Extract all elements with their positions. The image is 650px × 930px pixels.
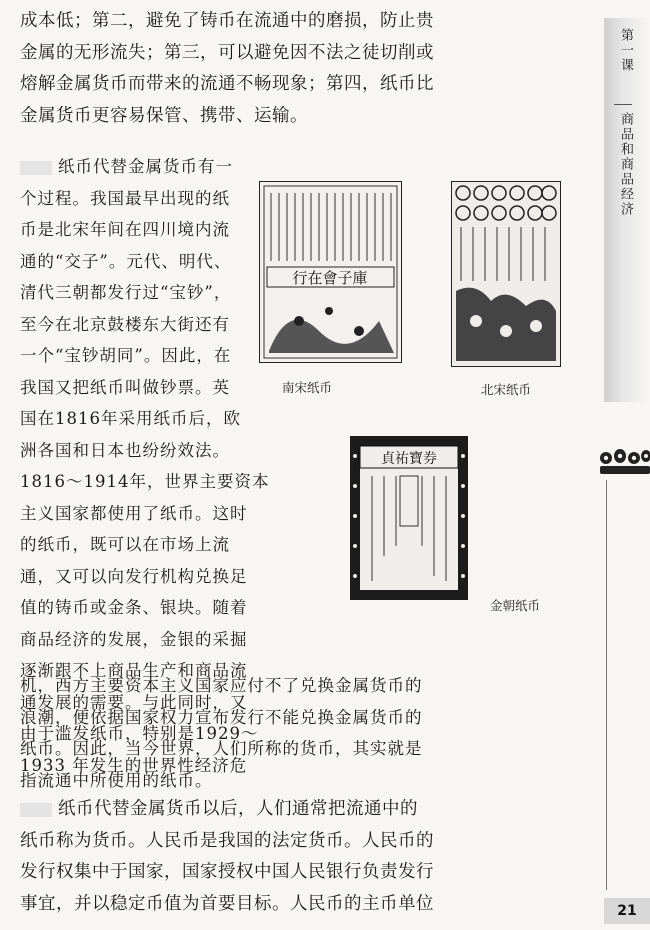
chapter-label: [616, 28, 635, 73]
text-line: 成本低；第二，避免了铸币在流通中的磨损，防止贵: [20, 11, 434, 31]
reading-icon: [598, 446, 650, 476]
text-line: 通，又可以向发行机构兑换足: [20, 566, 248, 586]
text-line: 洲各国和日本也纷纷效法。: [20, 440, 230, 460]
text-line: 我国又把纸币叫做钞票。英: [20, 377, 230, 397]
nansong-banknote-label: 行在會子庫: [292, 269, 368, 287]
paragraph-1: [20, 6, 434, 132]
text-line: 商品经济的发展，金银的采掘: [20, 629, 248, 649]
paragraph-2-continued: [20, 670, 423, 796]
margin-rule: [606, 480, 607, 890]
paragraph-3: [20, 794, 434, 920]
text-line: 金属的无形流失；第三，可以避免因不法之徒切削或: [20, 42, 434, 63]
nansong-caption: 南宋纸币: [282, 380, 333, 395]
beisong-caption: 北宋纸币: [481, 382, 532, 397]
text-line: 纸币。因此，当今世界，人们所称的货币，其实就是: [20, 739, 423, 758]
text-line: 主义国家都使用了纸币。这时: [20, 503, 248, 523]
text-span: 纸币代替金属货币以后，人们通常把流通中的: [58, 799, 418, 819]
text-line: 1933 年发生的世界性经济危: [20, 755, 248, 775]
jin-banknote-image: [350, 436, 468, 600]
chapter-title: 商品和商品经济: [618, 112, 633, 217]
jin-caption: 金朝纸币: [490, 598, 541, 613]
text-line: 个过程。我国最早出现的纸: [20, 188, 230, 208]
paragraph-marker: [20, 803, 52, 817]
nansong-banknote-image: [259, 181, 402, 363]
text-line: 熔解金属货币而带来的流通不畅现象；第四，纸币比: [20, 74, 434, 94]
text-line: 事宜，并以稳定币值为首要目标。人民币的主币单位: [20, 893, 434, 914]
text-line: 机，西方主要资本主义国家应付不了兑换金属货币的: [20, 676, 423, 695]
text-line: 通的“交子”。元代、明代、: [20, 251, 232, 271]
page-number: 21: [604, 898, 650, 924]
text-line: 浪潮，便依据国家权力宣布发行不能兑换金属货币的: [20, 707, 423, 727]
text-line: 由于滥发纸币，特别是1929～: [20, 724, 259, 743]
text-line: 币是北宋年间在四川境内流: [20, 220, 230, 239]
text-line: 发行权集中于国家，国家授权中国人民银行负责发行: [20, 862, 434, 882]
beisong-banknote-image: [451, 181, 561, 367]
text-line: 纸币称为货币。人民币是我国的法定货币。人民币的: [20, 830, 434, 851]
text-line: 的纸币，既可以在市场上流: [20, 535, 230, 554]
text-span: 纸币代替金属货币有一: [58, 157, 233, 176]
paragraph-marker: [20, 161, 52, 175]
text-line: 1816～1914年，世界主要资本: [20, 472, 270, 491]
text-line-first: [20, 794, 434, 826]
text-line: 至今在北京鼓楼东大街还有: [20, 314, 230, 334]
text-line: 金属货币更容易保管、携带、运输。: [20, 105, 308, 126]
text-line: 值的铸币或金条、银块。随着: [20, 598, 248, 617]
text-line: 国在1816年采用纸币后，欧: [20, 409, 241, 428]
text-line: 一个“宝钞胡同”。因此，在: [20, 346, 232, 365]
jin-banknote-label: 貞祐寶券: [381, 451, 437, 467]
text-line: 逐渐跟不上商品生产和商品流: [20, 661, 248, 680]
tab-divider: [614, 104, 632, 105]
text-line: 通发展的需要。与此同时，又: [20, 692, 248, 712]
text-line-first: [20, 151, 269, 183]
text-line: 清代三朝都发行过“宝钞”，: [20, 283, 232, 302]
text-line: 指流通中所使用的纸币。: [20, 770, 213, 790]
lesson-number: 第一课: [618, 28, 633, 73]
